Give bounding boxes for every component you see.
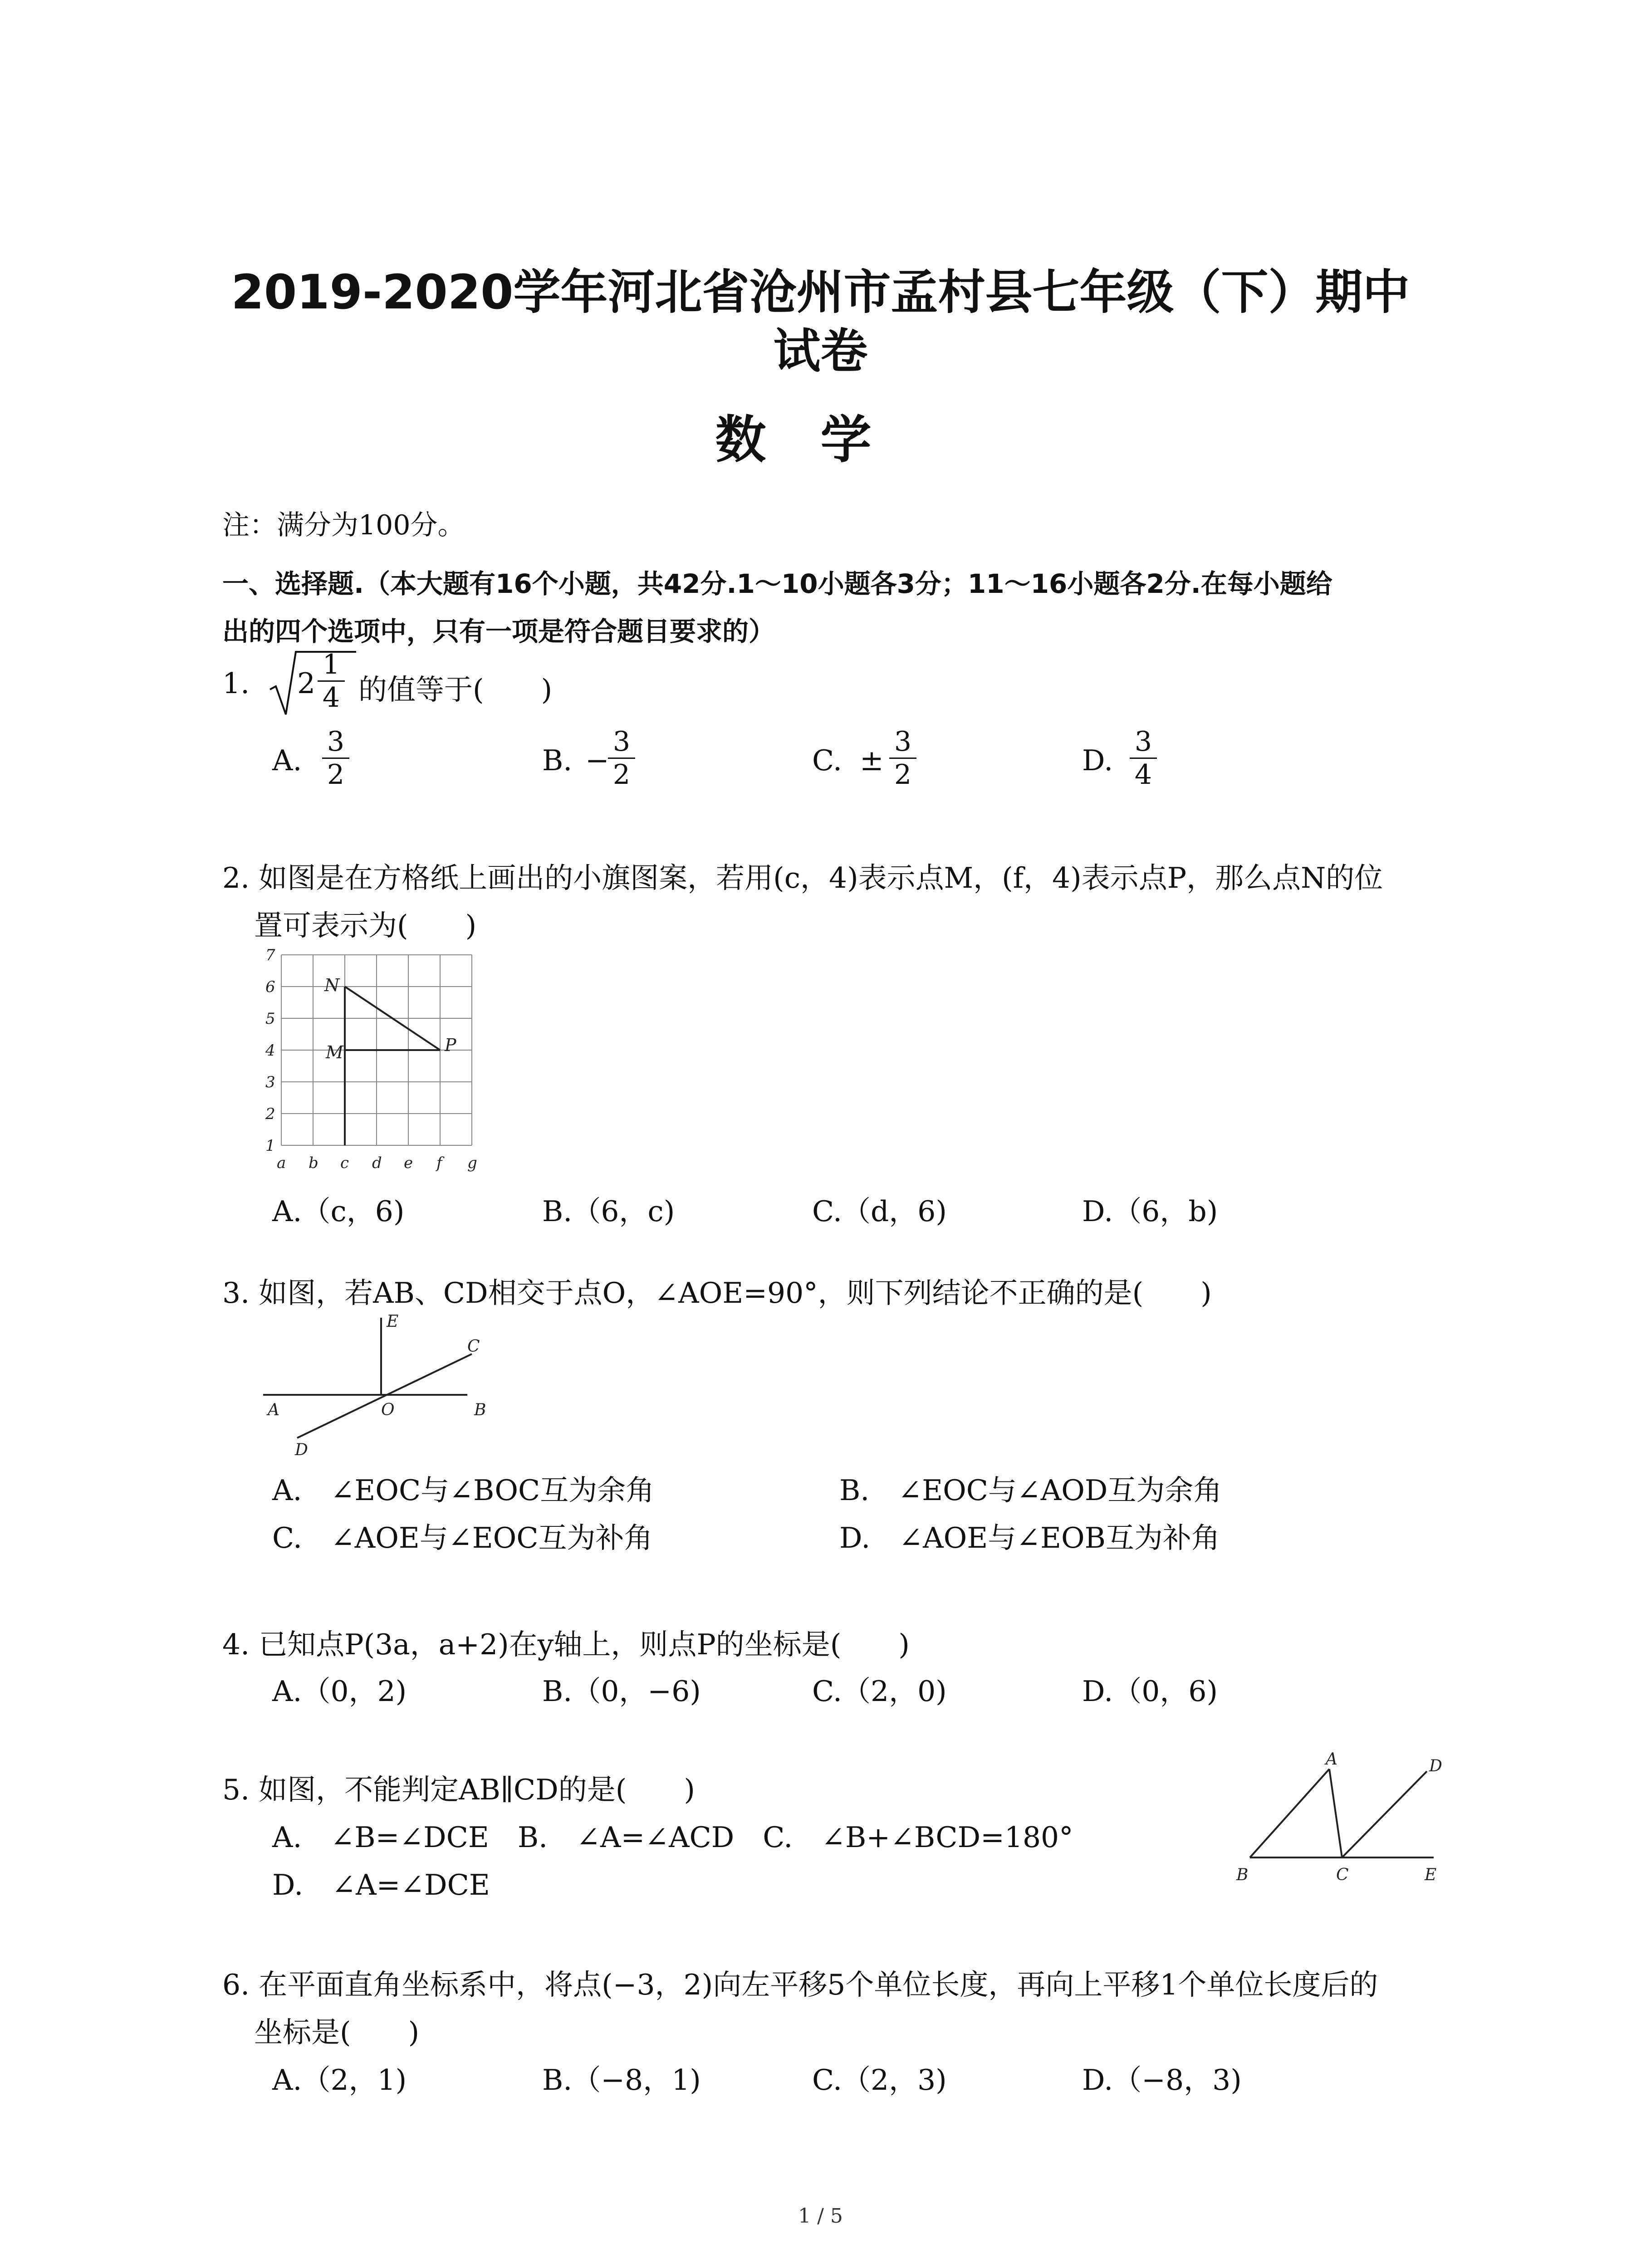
- label-d: D: [1429, 1757, 1442, 1775]
- parallel-lines-figure: [1225, 1751, 1461, 1896]
- question-text-line1: 6. 在平面直角坐标系中，将点(−3，2)向左平移5个单位长度，再向上平移1个单位长度后的: [222, 1968, 1378, 2001]
- question-text-line1: 2. 如图是在方格纸上画出的小旗图案，若用(c，4)表示点M，(f，4)表示点P，那么点N的位: [222, 861, 1383, 894]
- score-note: 注：满分为100分。: [222, 509, 465, 541]
- page-number: 1 / 5: [798, 2204, 843, 2228]
- y-tick-label: 1: [265, 1137, 275, 1155]
- subject-heading: 数学: [715, 411, 926, 469]
- question-text-line2: 坐标是( ): [254, 2016, 420, 2049]
- option-d[interactable]: D.（0，6): [1082, 1675, 1218, 1708]
- radicand-whole: 2: [297, 667, 316, 700]
- fraction-numerator: 1: [322, 649, 340, 680]
- options-row-1[interactable]: A. ∠B=∠DCE B. ∠A=∠ACD C. ∠B+∠BCD=180°: [272, 1821, 1073, 1854]
- option-b-label[interactable]: B.: [542, 744, 573, 777]
- question-text-line2: 置可表示为( ): [254, 909, 477, 942]
- option-d[interactable]: D. ∠AOE与∠EOB互为补角: [839, 1521, 1220, 1554]
- fraction-numerator: 3: [327, 726, 345, 758]
- x-tick-label: a: [277, 1154, 286, 1172]
- label-c: C: [1336, 1866, 1349, 1884]
- question-number: 1.: [222, 667, 250, 700]
- option-a[interactable]: A.（2，1): [272, 2063, 407, 2097]
- y-tick-label: 4: [265, 1041, 275, 1060]
- section-header-line2: 出的四个选项中，只有一项是符合题目要求的）: [222, 616, 775, 647]
- point-p-label: P: [445, 1035, 456, 1055]
- fraction-numerator: 3: [894, 726, 912, 758]
- x-tick-label: d: [372, 1154, 382, 1172]
- point-m-label: M: [326, 1042, 343, 1062]
- option-d[interactable]: D. ∠A=∠DCE: [272, 1868, 490, 1901]
- option-b[interactable]: B.（−8，1): [542, 2063, 701, 2097]
- option-c[interactable]: C.（2，0): [812, 1675, 947, 1708]
- option-d[interactable]: D.（−8，3): [1082, 2063, 1242, 2097]
- flag-shape: [345, 987, 440, 1145]
- x-tick-label: c: [340, 1154, 349, 1172]
- option-c-sign: ±: [860, 744, 884, 777]
- option-b-sign: −: [585, 744, 609, 777]
- page-title: 2019-2020学年河北省沧州市孟村县七年级（下）期中: [231, 264, 1410, 320]
- option-b[interactable]: B.（0，−6): [542, 1675, 701, 1708]
- y-tick-label: 5: [265, 1010, 275, 1028]
- intersecting-lines-figure: [259, 1306, 513, 1461]
- fraction-denominator: 4: [322, 682, 340, 714]
- option-c-fraction: [889, 726, 916, 791]
- question-text: 3. 如图，若AB、CD相交于点O，∠AOE=90°，则下列结论不正确的是( ): [222, 1276, 1212, 1310]
- question-text: 5. 如图，不能判定AB∥CD的是( ): [222, 1773, 695, 1806]
- option-a[interactable]: A.（0，2): [272, 1675, 407, 1708]
- label-b: B: [1236, 1866, 1249, 1884]
- label-e: E: [1425, 1866, 1437, 1884]
- option-a[interactable]: A.（c，6): [272, 1195, 405, 1228]
- fraction-denominator: 2: [894, 759, 912, 791]
- x-tick-label: g: [467, 1154, 477, 1172]
- y-tick-label: 7: [265, 946, 275, 964]
- option-b[interactable]: B. ∠EOC与∠AOD互为余角: [839, 1474, 1222, 1507]
- flag-grid-figure: [254, 946, 490, 1173]
- radicand-fraction: [318, 649, 345, 714]
- label-a: A: [268, 1401, 279, 1419]
- label-e: E: [387, 1312, 399, 1331]
- x-tick-label: f: [436, 1154, 442, 1172]
- option-d[interactable]: D.（6，b): [1082, 1195, 1218, 1228]
- option-d-label[interactable]: D.: [1082, 744, 1113, 777]
- fraction-numerator: 3: [1134, 726, 1152, 758]
- fraction-denominator: 4: [1134, 759, 1152, 791]
- option-c[interactable]: C. ∠AOE与∠EOC互为补角: [272, 1521, 653, 1554]
- label-a: A: [1326, 1751, 1337, 1769]
- x-tick-label: b: [309, 1154, 318, 1172]
- fraction-denominator: 2: [327, 759, 345, 791]
- figure-lines: [263, 1318, 472, 1438]
- option-c-label[interactable]: C.: [812, 744, 842, 777]
- label-c: C: [467, 1337, 480, 1356]
- question-text: 的值等于( ): [358, 673, 553, 706]
- option-a-label[interactable]: A.: [272, 744, 302, 777]
- option-d-fraction: [1130, 726, 1157, 791]
- label-d: D: [295, 1441, 308, 1459]
- figure-lines: [1250, 1769, 1434, 1857]
- option-a-fraction: [322, 726, 349, 791]
- option-c[interactable]: C.（2，3): [812, 2063, 947, 2097]
- option-b-fraction: [608, 726, 635, 791]
- question-text: 4. 已知点P(3a，a+2)在y轴上，则点P的坐标是( ): [222, 1628, 910, 1661]
- point-n-label: N: [324, 975, 340, 995]
- label-b: B: [474, 1401, 486, 1419]
- option-b[interactable]: B.（6，c): [542, 1195, 675, 1228]
- y-tick-label: 3: [265, 1073, 275, 1091]
- fraction-numerator: 3: [612, 726, 631, 758]
- label-o: O: [381, 1401, 395, 1419]
- page-title-line2: 试卷: [773, 323, 868, 379]
- section-header-line1: 一、选择题.（本大题有16个小题，共42分.1～10小题各3分；11～16小题各2分.在每小题给: [222, 568, 1332, 599]
- option-a[interactable]: A. ∠EOC与∠BOC互为余角: [272, 1474, 655, 1507]
- option-c[interactable]: C.（d，6): [812, 1195, 947, 1228]
- y-tick-label: 6: [265, 978, 275, 996]
- x-tick-label: e: [404, 1154, 413, 1172]
- fraction-denominator: 2: [612, 759, 631, 791]
- y-tick-label: 2: [265, 1105, 275, 1123]
